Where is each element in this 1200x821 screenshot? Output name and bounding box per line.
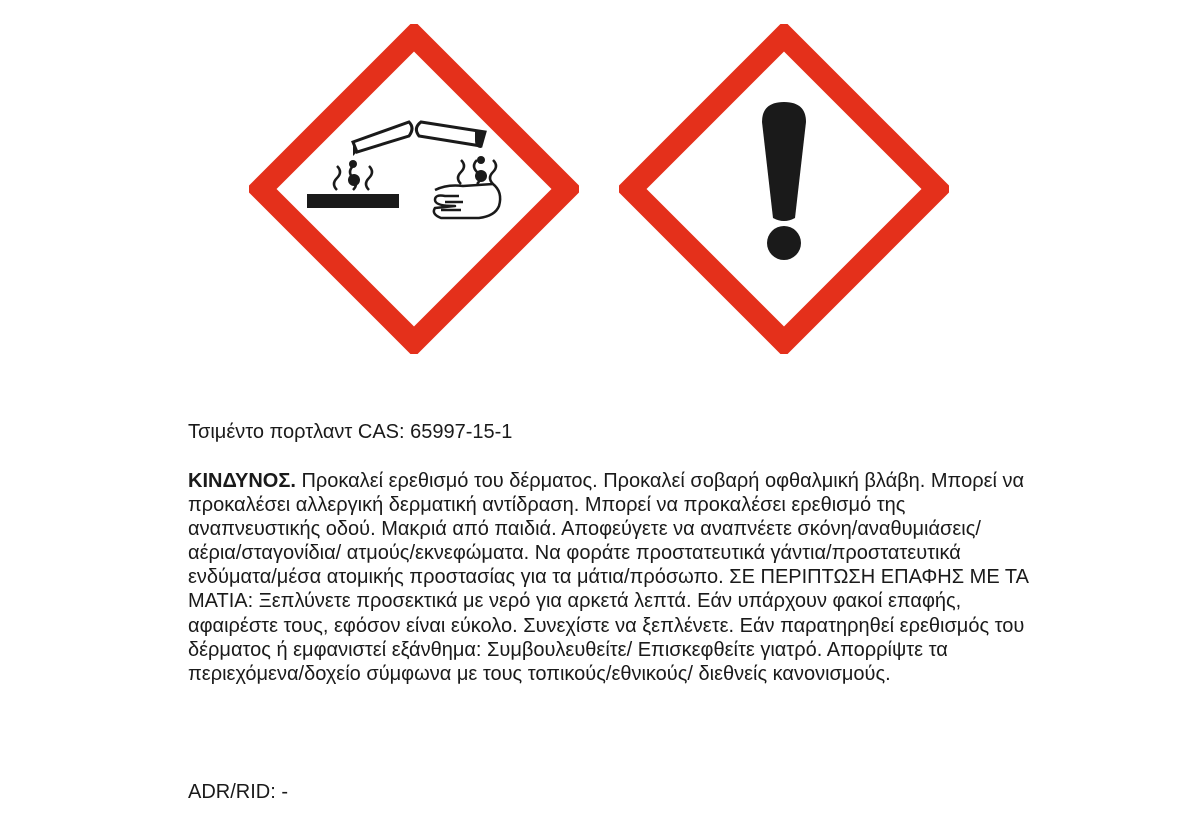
hazard-paragraph — [188, 469, 1028, 686]
signal-word: ΚΙΝΔΥΝΟΣ. — [188, 470, 296, 492]
product-line: Τσιμέντο πορτλαντ CAS: 65997-15-1 — [188, 421, 513, 443]
hazard-statement: Προκαλεί ερεθισμό του δέρματος. Προκαλεί σοβαρή οφθαλμική βλάβη. Μπορεί να προκαλέσει αλλεργική δερματική αντίδραση. Μπορεί να προκαλέσει ερεθισμό της αναπνευστικής οδού. Μακριά από παιδιά. Αποφεύγετε να αναπνέετε σκόνη/αναθυμιάσεις/αέρια/σταγονίδια/ ατμούς/εκνεφώματα. Να φοράτε προστατευτικά γάντια/προστατευτικά ενδύματα/μέσα ατομικής προστασίας για τα μάτια/πρόσωπο. ΣΕ ΠΕΡΙΠΤΩΣΗ ΕΠΑΦΗΣ ΜΕ ΤΑ ΜΑΤΙΑ: Ξεπλύνετε προσεκτικά με νερό για αρκετά λεπτά. Εάν υπάρχουν φακοί επαφής, αφαιρέστε τους, εφόσον είναι εύκολο. Συνεχίστε να ξεπλένετε. Εάν παρατηρηθεί ερεθισμός του δέρματος ή εμφανιστεί εξάνθημα: Συμβουλευθείτε/ Επισκεφθείτε γιατρό. Απορρίψτε τα περιεχόμενα/δοχείο σύμφωνα με τους τοπικούς/εθνικούς/ διεθνείς κανονισμούς. — [188, 470, 1028, 685]
corrosion-icon — [249, 24, 579, 354]
transport-info — [188, 780, 1028, 804]
corrosion-pictogram — [249, 24, 579, 354]
exclamation-pictogram — [619, 24, 949, 354]
hazard-statement-block — [188, 469, 1028, 686]
adr-rid-line: ADR/RID: - — [188, 781, 288, 803]
product-identifier — [188, 420, 1028, 444]
exclamation-mark-icon — [619, 24, 949, 354]
